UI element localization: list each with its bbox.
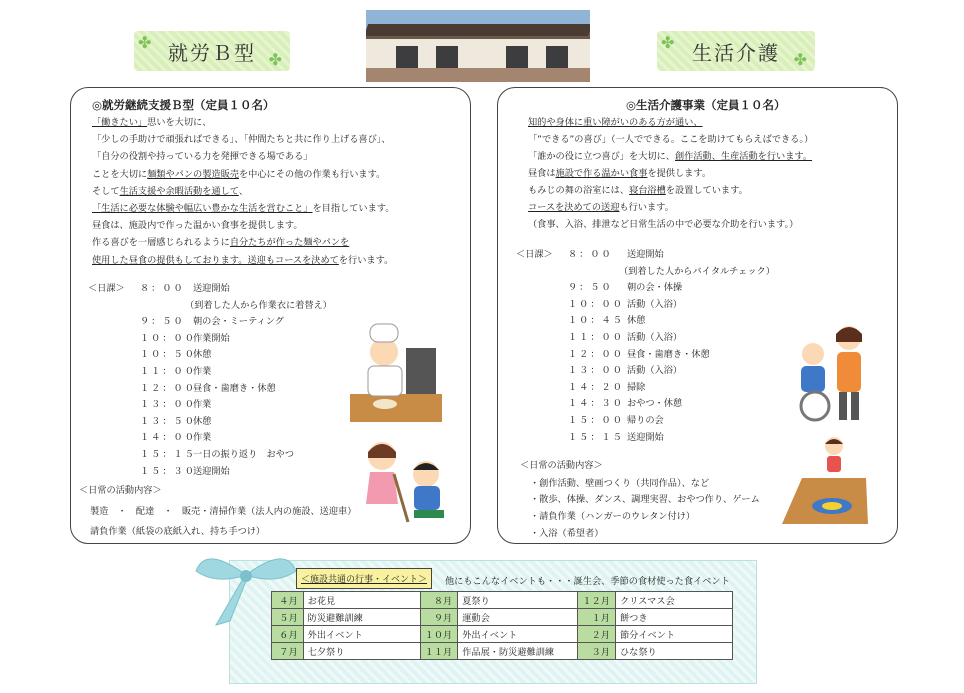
schedule-time: １０：４５ xyxy=(568,315,624,327)
schedule-time: １４：２０ xyxy=(568,381,624,393)
schedule-time: １１：００ xyxy=(568,332,624,343)
right-schedule-label: ＜日課＞ xyxy=(516,249,553,260)
event-month: ３月 xyxy=(578,643,616,660)
table-row xyxy=(272,643,733,660)
intro-line: 昼食は施設で作る温かい食事を提供します。 xyxy=(528,168,712,179)
schedule-activity: （到着した人からバイタルチェック） xyxy=(619,265,775,277)
event-month: ７月 xyxy=(272,643,304,660)
intro-line: 「生活に必要な体験や幅広い豊かな生活を営むこと」を目指しています。 xyxy=(92,203,395,214)
event-month: ６月 xyxy=(272,626,304,643)
intro-line: （食事、入浴、排泄など日常生活の中で必要な介助を行います。） xyxy=(528,219,799,230)
schedule-time: １３：００ xyxy=(140,399,196,411)
intro-line: 知的や身体に重い障がいのある方が通い、 xyxy=(528,117,703,128)
schedule-activity: （到着した人から作業衣に着替え） xyxy=(185,299,332,311)
left-daily-label: ＜日常の活動内容＞ xyxy=(79,485,162,496)
event-name: 外出イベント xyxy=(303,626,420,643)
clover-icon: ✤ xyxy=(661,33,677,52)
event-month: ２月 xyxy=(578,626,616,643)
intro-line: 使用した昼食の提供もしております。送迎もコースを決めてを行います。 xyxy=(92,254,394,266)
events-subtitle: 他にもこんなイベントも・・・誕生会、季節の食材使った食イベント xyxy=(445,576,730,587)
schedule-time: １５：００ xyxy=(568,415,624,426)
building-photo xyxy=(366,10,590,82)
schedule-activity: 活動（入浴） xyxy=(627,365,683,377)
schedule-time: １０：００ xyxy=(140,332,196,344)
header-right-label: 生活介護 xyxy=(692,40,780,65)
schedule-activity: 作業 xyxy=(193,399,212,411)
event-name: 節分イベント xyxy=(615,626,732,643)
events-title: ＜施設共通の行事・イベント＞ xyxy=(296,568,432,589)
schedule-activity: 帰りの会 xyxy=(627,415,664,426)
right-daily-item: ・創作活動、壁画つくり（共同作品）、など xyxy=(530,478,710,489)
schedule-activity: 朝の会・体操 xyxy=(627,282,683,294)
intro-line: ことを大切に麺類やパンの製造販売を中心にその他の作業も行います。 xyxy=(92,168,386,180)
header-left-label: 就労Ｂ型 xyxy=(168,40,256,65)
schedule-time: １０：００ xyxy=(568,298,624,310)
schedule-time: ８：００ xyxy=(140,283,185,294)
schedule-time: １４：００ xyxy=(140,432,196,444)
event-month: ４月 xyxy=(272,592,304,609)
schedule-activity: 掃除 xyxy=(627,381,646,393)
table-row xyxy=(272,592,733,609)
schedule-time: １１：００ xyxy=(140,366,196,377)
clover-icon: ✤ xyxy=(138,33,154,52)
schedule-activity: 送迎開始 xyxy=(193,465,230,477)
schedule-activity: 作業 xyxy=(193,432,212,444)
right-title: ◎生活介護事業（定員１０名） xyxy=(626,98,786,112)
intro-line: そして生活支援や余暇活動を通して、 xyxy=(92,185,249,197)
schedule-activity: 活動（入浴） xyxy=(627,332,683,343)
intro-line: コースを決めての送迎も行います。 xyxy=(528,202,674,213)
event-month: １２月 xyxy=(578,592,616,609)
intro-line: もみじの舞の浴室には、寝台浴槽を設置しています。 xyxy=(528,185,748,196)
event-name: 運動会 xyxy=(458,609,578,626)
event-month: １０月 xyxy=(420,626,458,643)
schedule-activity: 作業開始 xyxy=(193,332,230,344)
header-tag-right xyxy=(657,31,815,71)
events-table xyxy=(271,591,733,660)
event-name: 外出イベント xyxy=(458,626,578,643)
schedule-time: １０：５０ xyxy=(140,349,196,361)
schedule-activity: 朝の会・ミーティング xyxy=(193,316,284,328)
schedule-time: １５：３０ xyxy=(140,465,196,477)
schedule-activity: 休憩 xyxy=(627,315,646,327)
kids-cleaning-illustration xyxy=(358,436,456,534)
schedule-time: １２：００ xyxy=(140,382,196,394)
event-name: 餅つき xyxy=(615,609,732,626)
left-schedule-label: ＜日課＞ xyxy=(88,283,125,294)
schedule-activity: 送迎開始 xyxy=(193,283,230,294)
left-title: ◎就労継続支援Ｂ型（定員１０名） xyxy=(92,98,275,112)
right-daily-item: ・入浴（希望者） xyxy=(530,528,604,539)
chef-illustration xyxy=(350,322,442,422)
intro-line: 「誰かの役に立つ喜び」を大切に、創作活動、生産活動を行います。 xyxy=(528,151,813,162)
clover-icon: ✤ xyxy=(268,50,284,69)
intro-line: 「”できる”の喜び」（一人でできる。ここを助けてもらえばできる。） xyxy=(528,134,814,145)
schedule-activity: 休憩 xyxy=(193,415,212,427)
schedule-activity: 昼食・歯磨き・休憩 xyxy=(627,348,710,360)
event-name: 防災避難訓練 xyxy=(303,609,420,626)
schedule-time: １５：１５ xyxy=(568,431,624,443)
schedule-time: １３：５０ xyxy=(140,415,196,427)
schedule-activity: 一日の振り返り おやつ xyxy=(193,449,295,460)
header-tag-left xyxy=(134,31,290,71)
clover-icon: ✤ xyxy=(793,50,809,69)
event-name: 夏祭り xyxy=(458,592,578,609)
event-name: 作品展・防災避難訓練 xyxy=(458,643,578,660)
schedule-time: １３：００ xyxy=(568,365,624,377)
wheelchair-illustration xyxy=(787,322,877,422)
schedule-time: ９：５０ xyxy=(568,282,613,294)
event-month: １１月 xyxy=(420,643,458,660)
schedule-time: １２：００ xyxy=(568,348,624,360)
child-playing-illustration xyxy=(782,434,868,530)
intro-line: 昼食は、施設内で作った温かい食事を提供します。 xyxy=(92,220,303,232)
left-daily-item: 請負作業（紙袋の底紙入れ、持ち手つけ） xyxy=(90,526,266,537)
event-name: ひな祭り xyxy=(615,643,732,660)
schedule-activity: 休憩 xyxy=(193,349,212,361)
intro-line: 「自分の役割や持っている力を発揮できる場である」 xyxy=(92,151,313,163)
table-row xyxy=(272,609,733,626)
right-daily-label: ＜日常の活動内容＞ xyxy=(520,460,603,471)
intro-line: 「働きたい」思いを大切に、 xyxy=(92,117,212,128)
event-month: ５月 xyxy=(272,609,304,626)
intro-line: 作る喜びを一層感じられるように自分たちが作った麺やパンを xyxy=(92,237,350,249)
schedule-activity: 作業 xyxy=(193,366,212,377)
event-month: ８月 xyxy=(420,592,458,609)
schedule-time: １５：１５ xyxy=(140,449,196,460)
schedule-activity: 送迎開始 xyxy=(627,431,664,443)
schedule-time: ９：５０ xyxy=(140,316,185,328)
schedule-activity: 活動（入浴） xyxy=(627,298,683,310)
right-daily-item: ・請負作業（ハンガーのウレタン付け） xyxy=(530,511,696,522)
event-name: クリスマス会 xyxy=(615,592,732,609)
schedule-activity: 昼食・歯磨き・休憩 xyxy=(193,382,276,394)
event-month: １月 xyxy=(578,609,616,626)
event-name: お花見 xyxy=(303,592,420,609)
schedule-activity: おやつ・休憩 xyxy=(627,398,683,410)
schedule-time: １４：３０ xyxy=(568,398,624,410)
event-name: 七夕祭り xyxy=(303,643,420,660)
intro-line: 「少しの手助けで頑張ればできる」、「仲間たちと共に作り上げる喜び」、 xyxy=(92,134,391,146)
event-month: ９月 xyxy=(420,609,458,626)
schedule-time: ８：００ xyxy=(568,249,613,260)
right-daily-item: ・散歩、体操、ダンス、調理実習、おやつ作り、ゲーム xyxy=(530,494,760,505)
left-daily-item: 製造 ・ 配達 ・ 販売・清掃作業（法人内の施設、送迎車） xyxy=(90,506,357,517)
schedule-activity: 送迎開始 xyxy=(627,249,664,260)
table-row xyxy=(272,626,733,643)
